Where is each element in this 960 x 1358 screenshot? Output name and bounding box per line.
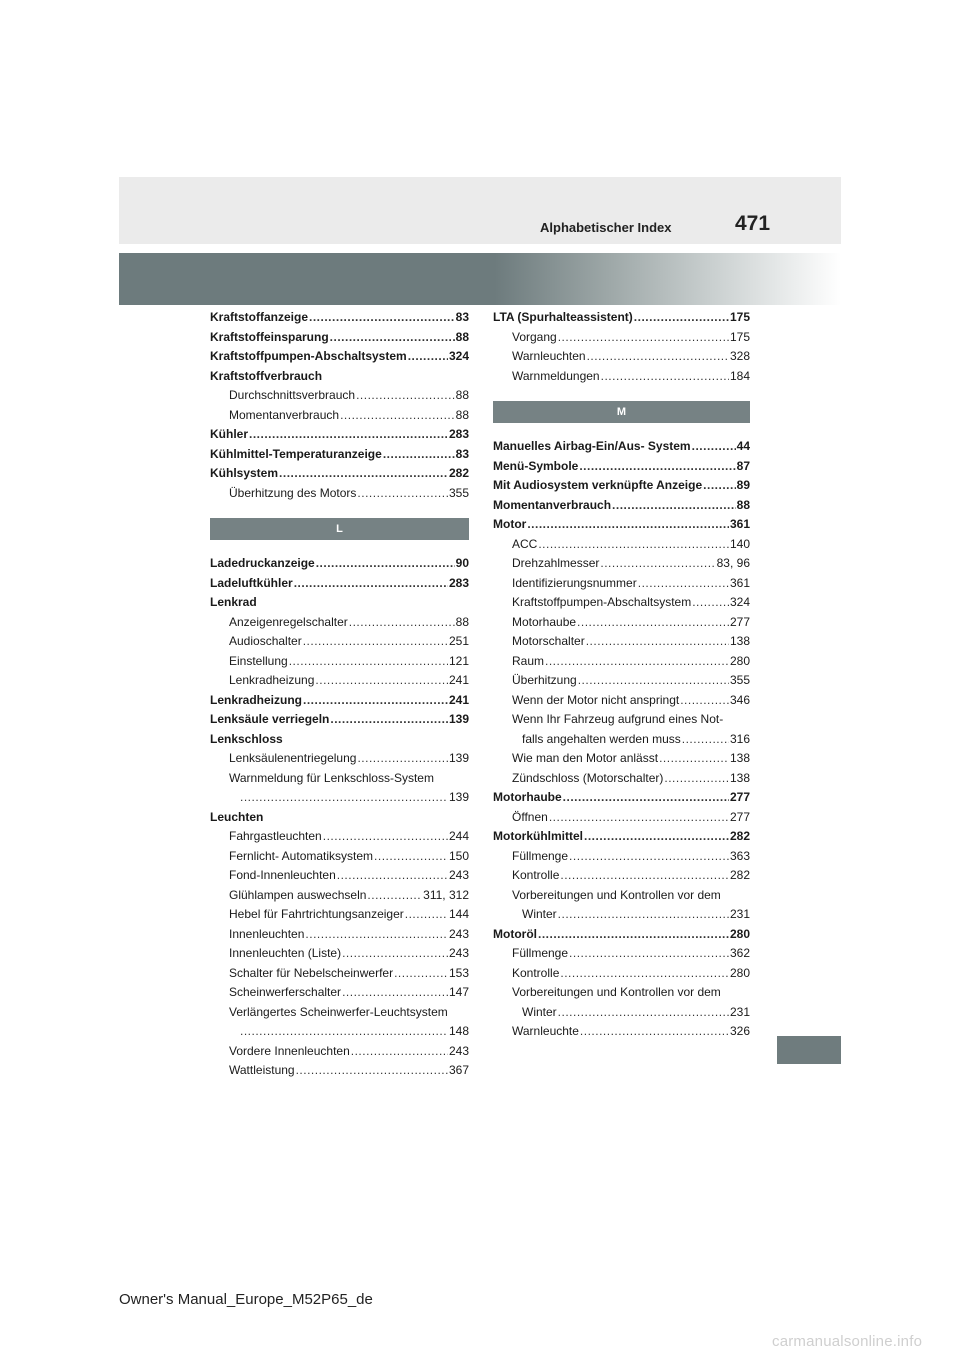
index-entry[interactable] — [210, 367, 469, 387]
dot-leader — [408, 347, 448, 367]
index-entry[interactable] — [210, 574, 469, 594]
entry-label: Lenkradheizung — [210, 692, 303, 707]
entry-label: Kraftstoffpumpen-Abschaltsystem — [512, 595, 692, 609]
page-reference[interactable]: 251 — [448, 634, 469, 648]
dot-leader — [249, 425, 448, 445]
page-reference[interactable]: 88 — [455, 329, 469, 344]
index-subentry[interactable] — [493, 593, 750, 613]
page-reference[interactable]: 328 — [729, 349, 750, 363]
entry-label: Identifizierungsnummer — [512, 575, 637, 590]
index-entry[interactable] — [493, 476, 750, 496]
entry-label: Winter — [522, 1004, 557, 1019]
dot-leader — [374, 847, 448, 867]
page-reference[interactable]: 355 — [448, 485, 469, 500]
entry-label: Wenn Ihr Fahrzeug aufgrund eines Not- — [512, 712, 724, 726]
dot-leader — [323, 827, 448, 847]
dot-leader — [337, 866, 448, 886]
page-reference[interactable]: 138 — [729, 634, 750, 648]
index-subentry[interactable] — [493, 328, 750, 348]
entry-label: Anzeigenregelschalter — [229, 614, 348, 629]
index-subentry[interactable] — [493, 769, 750, 789]
index-subentry[interactable] — [493, 983, 750, 1003]
entry-label: Ladedruckanzeige — [210, 556, 315, 570]
index-subentry[interactable] — [493, 691, 750, 711]
header-gradient-band — [119, 253, 841, 305]
page-reference[interactable]: 311, 312 — [423, 887, 469, 902]
index-subentry[interactable] — [210, 827, 469, 847]
dot-leader — [692, 593, 729, 613]
dot-leader — [692, 437, 736, 457]
page-reference[interactable]: 241 — [448, 692, 469, 707]
dot-leader — [538, 925, 729, 945]
index-entry[interactable] — [210, 425, 469, 445]
page-reference[interactable]: 277 — [729, 809, 750, 824]
entry-label: Motorschalter — [512, 634, 585, 648]
entry-label: Fond-Innenleuchten — [229, 868, 336, 882]
index-subentry[interactable] — [493, 652, 750, 672]
index-entry[interactable] — [210, 308, 469, 328]
index-subentry[interactable] — [493, 710, 750, 730]
dot-leader — [558, 328, 729, 348]
entry-label: Lenkschloss — [210, 731, 283, 746]
dot-leader — [296, 1061, 448, 1081]
dot-leader — [601, 367, 729, 387]
index-subentry[interactable] — [493, 905, 750, 925]
dot-leader — [303, 691, 448, 711]
entry-label: Füllmenge — [512, 848, 569, 863]
entry-label: Kraftstoffpumpen-Abschaltsystem — [210, 349, 407, 363]
page-reference[interactable]: 243 — [448, 926, 469, 941]
entry-label: Kühler — [210, 427, 249, 441]
entry-label: Vorbereitungen und Kontrollen vor dem — [512, 985, 721, 999]
entry-label: Motorhaube — [493, 790, 562, 804]
entry-label: Vordere Innenleuchten — [229, 1043, 350, 1058]
index-subentry[interactable] — [210, 983, 469, 1003]
dot-leader — [309, 308, 455, 328]
dot-leader — [315, 671, 448, 691]
page-reference[interactable]: 241 — [448, 673, 469, 687]
dot-leader — [538, 535, 729, 555]
dot-leader — [349, 613, 455, 633]
header-bar — [119, 177, 841, 244]
dot-leader — [357, 484, 448, 504]
page-reference[interactable]: 88 — [736, 497, 750, 512]
index-subentry[interactable] — [493, 886, 750, 906]
index-entry[interactable] — [210, 808, 469, 828]
index-subentry[interactable] — [210, 613, 469, 633]
dot-leader — [577, 613, 729, 633]
page-reference[interactable]: 243 — [448, 946, 469, 960]
dot-leader — [340, 406, 455, 426]
dot-leader — [351, 1042, 448, 1062]
dot-leader — [545, 652, 729, 672]
page-reference[interactable]: 244 — [448, 829, 469, 843]
page-reference[interactable]: 150 — [448, 848, 469, 863]
index-entry[interactable] — [493, 457, 750, 477]
dot-leader — [600, 554, 715, 574]
entry-label: Hebel für Fahrtrichtungsanzeiger — [229, 907, 404, 921]
dot-leader — [330, 710, 448, 730]
index-subentry[interactable] — [210, 964, 469, 984]
index-subentry[interactable] — [210, 406, 469, 426]
entry-label: Warnleuchte — [512, 1024, 579, 1038]
index-subentry[interactable] — [210, 632, 469, 652]
page-reference[interactable]: 139 — [448, 712, 469, 726]
entry-label: falls angehalten werden muss — [522, 731, 681, 746]
index-subentry[interactable] — [210, 847, 469, 867]
dot-leader — [580, 1022, 729, 1042]
index-subentry[interactable] — [493, 866, 750, 886]
dot-leader — [405, 905, 448, 925]
index-subentry[interactable] — [493, 964, 750, 984]
entry-label: Füllmenge — [512, 946, 569, 960]
dot-leader — [357, 749, 448, 769]
entry-label: ACC — [512, 536, 538, 551]
index-entry[interactable] — [210, 445, 469, 465]
entry-label: Lenkradheizung — [229, 673, 315, 687]
entry-label: Schalter für Nebelscheinwerfer — [229, 965, 394, 980]
index-subentry[interactable] — [493, 730, 750, 750]
entry-label: Warnleuchten — [512, 349, 586, 363]
dot-leader — [383, 445, 455, 465]
index-subentry[interactable] — [493, 1022, 750, 1042]
page-reference[interactable]: 121 — [448, 653, 469, 668]
page-reference[interactable]: 90 — [455, 556, 469, 570]
page-reference[interactable]: 363 — [729, 848, 750, 863]
page-reference[interactable]: 175 — [729, 310, 750, 324]
index-column-left — [210, 308, 469, 1081]
page-reference[interactable]: 231 — [729, 907, 750, 921]
page-reference[interactable]: 89 — [736, 478, 750, 492]
entry-label: Warnmeldung für Lenkschloss-System — [229, 770, 434, 785]
index-entry[interactable] — [493, 827, 750, 847]
entry-label: Manuelles Airbag-Ein/Aus- System — [493, 439, 691, 453]
entry-label: Kühlmittel-Temperaturanzeige — [210, 446, 382, 461]
entry-label: Fahrgastleuchten — [229, 829, 322, 843]
dot-leader — [367, 886, 422, 906]
entry-label: Wattleistung — [229, 1063, 295, 1077]
page-reference[interactable]: 144 — [448, 907, 469, 921]
entry-label: Lenkrad — [210, 595, 257, 609]
index-subentry[interactable] — [210, 866, 469, 886]
index-subentry[interactable] — [493, 535, 750, 555]
entry-label: Drehzahlmesser — [512, 556, 600, 570]
entry-label: Verlängertes Scheinwerfer-Leuchtsystem — [229, 1004, 448, 1019]
page-reference[interactable]: 138 — [729, 751, 750, 765]
index-entry[interactable] — [210, 328, 469, 348]
entry-label: Motor — [493, 517, 527, 531]
entry-label: Momentanverbrauch — [493, 497, 612, 512]
dot-leader — [659, 749, 729, 769]
dot-leader — [680, 691, 729, 711]
page-reference[interactable]: 326 — [729, 1024, 750, 1038]
dot-leader — [587, 347, 729, 367]
page-reference[interactable]: 243 — [448, 868, 469, 882]
dot-leader — [579, 457, 735, 477]
index-subentry[interactable] — [493, 613, 750, 633]
entry-label: Vorbereitungen und Kontrollen vor dem — [512, 887, 721, 902]
entry-label: Kraftstoffanzeige — [210, 310, 309, 324]
index-subentry[interactable] — [210, 905, 469, 925]
entry-label: Kraftstoffverbrauch — [210, 368, 323, 383]
index-subentry[interactable] — [210, 749, 469, 769]
entry-label: Zündschloss (Motorschalter) — [512, 770, 664, 785]
dot-leader — [586, 632, 729, 652]
entry-label: Kraftstoffeinsparung — [210, 329, 329, 344]
dot-leader — [612, 496, 736, 516]
index-entry[interactable] — [493, 788, 750, 808]
dot-leader — [342, 983, 448, 1003]
page-reference[interactable]: 283 — [448, 427, 469, 441]
entry-label: Raum — [512, 653, 545, 668]
dot-leader — [240, 788, 448, 808]
page-reference[interactable]: 283 — [448, 575, 469, 590]
dot-leader — [558, 1003, 729, 1023]
index-entry[interactable] — [493, 515, 750, 535]
dot-leader — [527, 515, 729, 535]
entry-label: Motorkühlmittel — [493, 829, 583, 843]
page-reference[interactable]: 361 — [729, 517, 750, 531]
index-subentry[interactable] — [493, 574, 750, 594]
page-reference[interactable]: 346 — [729, 692, 750, 707]
index-entry[interactable] — [210, 691, 469, 711]
page-reference[interactable]: 324 — [448, 349, 469, 363]
entry-label: Fernlicht- Automatiksystem — [229, 848, 374, 863]
dot-leader — [342, 944, 448, 964]
page-number: 471 — [735, 212, 771, 235]
dot-leader — [560, 866, 729, 886]
page-reference[interactable]: 148 — [448, 1024, 469, 1038]
index-entry[interactable] — [493, 437, 750, 457]
page-reference[interactable]: 83, 96 — [716, 556, 750, 570]
index-subentry[interactable] — [210, 1022, 469, 1042]
index-subentry[interactable] — [493, 632, 750, 652]
entry-label: Leuchten — [210, 809, 264, 824]
dot-leader — [305, 925, 448, 945]
dot-leader — [294, 574, 448, 594]
entry-label: Überhitzung des Motors — [229, 485, 357, 500]
dot-leader — [569, 944, 729, 964]
index-subentry[interactable] — [493, 554, 750, 574]
index-subentry[interactable] — [210, 769, 469, 789]
entry-label: Audioschalter — [229, 634, 302, 648]
index-entry[interactable] — [493, 496, 750, 516]
chapter-thumb-tab — [777, 1036, 841, 1064]
index-subentry[interactable] — [210, 386, 469, 406]
index-subentry[interactable] — [493, 347, 750, 367]
dot-leader — [682, 730, 729, 750]
dot-leader — [330, 328, 455, 348]
index-entry[interactable] — [210, 593, 469, 613]
page-reference[interactable]: 280 — [729, 926, 750, 941]
dot-leader — [560, 964, 729, 984]
entry-label: Ladeluftkühler — [210, 575, 293, 590]
page-reference[interactable]: 140 — [729, 536, 750, 551]
index-subentry[interactable] — [493, 1003, 750, 1023]
entry-label: Innenleuchten — [229, 926, 305, 941]
index-column-right — [493, 308, 750, 1042]
page-reference[interactable]: 282 — [729, 868, 750, 882]
page-reference[interactable]: 280 — [729, 965, 750, 980]
index-entry[interactable] — [493, 308, 750, 328]
entry-label: Kontrolle — [512, 868, 560, 882]
index-subentry[interactable] — [210, 1003, 469, 1023]
page-reference[interactable]: 139 — [448, 790, 469, 804]
dot-leader — [558, 905, 729, 925]
index-entry[interactable] — [493, 925, 750, 945]
page-reference[interactable]: 277 — [729, 614, 750, 629]
letter-section-header: M — [493, 401, 750, 423]
entry-label: Kontrolle — [512, 965, 560, 980]
entry-label: Warnmeldungen — [512, 368, 600, 383]
page-reference[interactable]: 282 — [729, 829, 750, 843]
dot-leader — [356, 386, 455, 406]
page-reference[interactable]: 316 — [729, 731, 750, 746]
entry-label: Wie man den Motor anlässt — [512, 751, 659, 765]
index-entry[interactable] — [210, 464, 469, 484]
page-reference[interactable]: 88 — [455, 388, 469, 402]
page-reference[interactable]: 243 — [448, 1043, 469, 1058]
page-reference[interactable]: 83 — [455, 446, 469, 461]
page-reference[interactable]: 139 — [448, 751, 469, 765]
dot-leader — [240, 1022, 448, 1042]
entry-label: Vorgang — [512, 329, 557, 344]
index-subentry[interactable] — [493, 944, 750, 964]
page-reference[interactable]: 280 — [729, 653, 750, 668]
dot-leader — [703, 476, 735, 496]
dot-leader — [578, 671, 729, 691]
index-subentry[interactable] — [210, 925, 469, 945]
index-subentry[interactable] — [493, 749, 750, 769]
page-reference[interactable]: 83 — [455, 310, 469, 324]
entry-label: Innenleuchten (Liste) — [229, 946, 342, 960]
entry-label: Durchschnittsverbrauch — [229, 388, 356, 402]
entry-label: Scheinwerferschalter — [229, 985, 342, 999]
page-reference[interactable]: 88 — [455, 614, 469, 629]
index-entry[interactable] — [210, 554, 469, 574]
page-reference[interactable]: 138 — [729, 770, 750, 785]
dot-leader — [289, 652, 448, 672]
letter-section-header: L — [210, 518, 469, 540]
dot-leader — [569, 847, 729, 867]
index-subentry[interactable] — [210, 652, 469, 672]
page-reference[interactable]: 87 — [736, 458, 750, 473]
page-reference[interactable]: 355 — [729, 673, 750, 687]
entry-label: LTA (Spurhalteassistent) — [493, 310, 633, 324]
entry-label: Lenksäule verriegeln — [210, 712, 330, 726]
index-subentry[interactable] — [493, 808, 750, 828]
page-reference[interactable]: 231 — [729, 1004, 750, 1019]
entry-label: Winter — [522, 907, 557, 921]
index-subentry[interactable] — [493, 847, 750, 867]
dot-leader — [549, 808, 729, 828]
dot-leader — [664, 769, 729, 789]
entry-label: Mit Audiosystem verknüpfte Anzeige — [493, 478, 703, 492]
index-subentry[interactable] — [210, 484, 469, 504]
entry-label: Momentanverbrauch — [229, 407, 340, 422]
entry-label: Lenksäulenentriegelung — [229, 751, 357, 765]
index-subentry[interactable] — [493, 671, 750, 691]
section-title: Alphabetischer Index — [540, 220, 672, 235]
watermark: carmanualsonline.info — [772, 1333, 923, 1350]
page-reference[interactable]: 361 — [729, 575, 750, 590]
entry-label: Überhitzung — [512, 673, 577, 687]
entry-label: Kühlsystem — [210, 466, 279, 480]
page-reference[interactable]: 184 — [729, 368, 750, 383]
dot-leader — [394, 964, 448, 984]
index-entry[interactable] — [210, 710, 469, 730]
page-reference[interactable]: 282 — [448, 466, 469, 480]
index-subentry[interactable] — [210, 788, 469, 808]
page-reference[interactable]: 324 — [729, 595, 750, 609]
entry-label: Öffnen — [512, 809, 548, 824]
dot-leader — [316, 554, 455, 574]
page-reference[interactable]: 175 — [729, 329, 750, 344]
dot-leader — [638, 574, 729, 594]
page-reference[interactable]: 88 — [455, 407, 469, 422]
entry-label: Menü-Symbole — [493, 458, 579, 473]
page-reference[interactable]: 44 — [736, 439, 750, 453]
page-reference[interactable]: 277 — [729, 790, 750, 804]
index-subentry[interactable] — [210, 1061, 469, 1081]
page-reference[interactable]: 153 — [448, 965, 469, 980]
index-subentry[interactable] — [210, 944, 469, 964]
page-reference[interactable]: 147 — [448, 985, 469, 999]
dot-leader — [279, 464, 448, 484]
entry-label: Motorhaube — [512, 614, 577, 629]
dot-leader — [563, 788, 729, 808]
index-entry[interactable] — [210, 347, 469, 367]
dot-leader — [303, 632, 448, 652]
index-subentry[interactable] — [493, 367, 750, 387]
index-subentry[interactable] — [210, 671, 469, 691]
entry-label: Motoröl — [493, 926, 537, 941]
entry-label: Glühlampen auswechseln — [229, 887, 367, 902]
index-subentry[interactable] — [210, 886, 469, 906]
footer-text: Owner's Manual_Europe_M52P65_de — [119, 1291, 373, 1308]
entry-label: Einstellung — [229, 653, 288, 668]
page-reference[interactable]: 367 — [448, 1063, 469, 1077]
index-subentry[interactable] — [210, 1042, 469, 1062]
entry-label: Wenn der Motor nicht anspringt — [512, 692, 680, 707]
dot-leader — [634, 308, 729, 328]
dot-leader — [584, 827, 729, 847]
page-reference[interactable]: 362 — [729, 946, 750, 960]
index-entry[interactable] — [210, 730, 469, 750]
